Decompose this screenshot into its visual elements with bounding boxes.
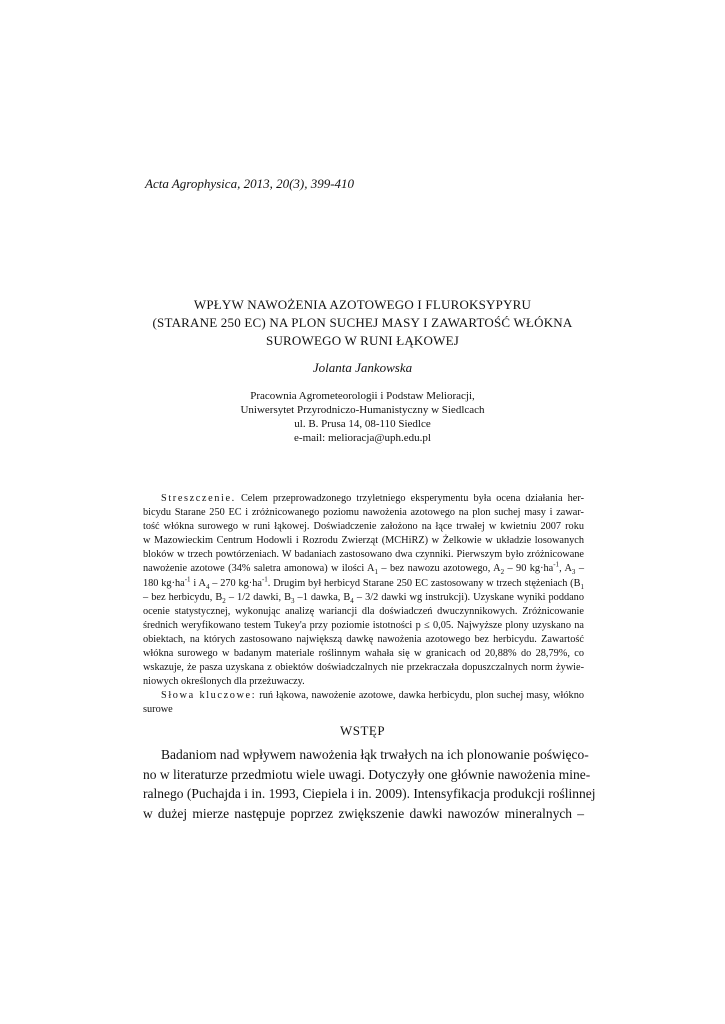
keywords-continuation: surowe (143, 704, 173, 716)
abstract-line: 180 $kg\cdot ha^{-1}$ i $A_4 - 270$ $kg\cdot ha^{-1}$. Drugim był herbicyd Starane 250 EC zastosowany w trzech stężeniach ($B_1$ (143, 575, 584, 591)
abstract-line: niowych określonych dla przeżuwaczy. (143, 676, 305, 688)
title-line: WPŁYW NAWOŻENIA AZOTOWEGO I FLUROKSYPYRU (193, 297, 532, 312)
author-name: Jolanta Jankowska (312, 360, 413, 375)
abstract-line: wskazuje, że pasza uzyskana z obiektów doświadczalnych nie przekraczała dopuszczalnych norm żywie- (143, 662, 584, 674)
body-paragraph (143, 745, 596, 823)
abstract-line: Streszczenie. Celem przeprowadzonego trzyletniego eksperymentu była ocena działania her- (161, 493, 584, 504)
affiliation-line: ul. B. Prusa 14, 08-110 Siedlce (294, 418, 431, 430)
keywords: Słowa kluczowe: ruń łąkowa, nawożenie azotowe, dawka herbicydu, plon suchej masy, włókno (161, 690, 584, 702)
abstract-line: bloków w trzech powtórzeniach. W badaniach zastosowano dwa czynniki. Pierwszym było zróżnicowane (143, 549, 584, 561)
body-line: no w literaturze przedmiotu wiele uwagi. Dotyczyły one głównie nawożenia mine- (143, 766, 591, 782)
section-heading: WSTĘP (339, 723, 386, 738)
affiliation-email: e-mail: melioracja@uph.edu.pl (294, 432, 431, 444)
paper-title (100, 296, 625, 350)
title-line: SUROWEGO W RUNI ŁĄKOWEJ (266, 333, 459, 348)
title-line: (STARANE 250 EC) NA PLON SUCHEJ MASY I ZAWARTOŚĆ WŁÓKNA (152, 315, 573, 330)
abstract-line: – bez herbicydu, $B_2 - 1/2$ dawki, $B_3$ –1 dawka, $B_4 - 3/2$ dawki wg instrukcji). Uzyskane wyniki poddano (143, 591, 584, 605)
abstract-line: ocenie statystycznej, wykonując analizę wariancji dla doświadczeń dwuczynnikowych. Zróżnicowanie (143, 605, 584, 617)
abstract-line: w Mazowieckim Centrum Hodowli i Rozrodu Zwierząt (MCHiRZ) w Żelkowie w układzie losowanych (143, 535, 584, 547)
abstract-label: Streszczenie. (161, 493, 236, 504)
affiliation (100, 389, 625, 445)
abstract-line: tość włókna surowego w runi łąkowej. Doświadczenie założono na łące trwałej w kwietniu 2007 roku (143, 521, 584, 533)
affiliation-line: Uniwersytet Przyrodniczo-Humanistyczny w Siedlcach (240, 404, 485, 416)
abstract-line: średnich weryfikowano testem Tukey'a przy poziomie istotności p ≤ 0,05. Najwyższe plony uzyskano na (143, 619, 584, 631)
journal-citation: Acta Agrophysica, 2013, 20(3), 399-410 (145, 176, 355, 191)
body-line: ralnego (Puchajda i in. 1993, Ciepiela i in. 2009). Intensyfikacja produkcji roślinnej (143, 786, 596, 802)
abstract-line: obiektach, na których zastosowano największą dawkę nawożenia azotowego bez herbicydu. Zawartość (143, 633, 584, 645)
body-line: w dużej mierze następuje poprzez zwiększenie dawki nawozów mineralnych – (143, 805, 584, 821)
body-line: Badaniom nad wpływem nawożenia łąk trwałych na ich plonowanie poświęco- (161, 747, 589, 762)
abstract-line: nawożenie azotowe (34% saletra amonowa) w ilości $A_1$ – bez nawozu azotowego, $A_2 - 90$ $kg\cdot ha^{-1}$, $A_3$ – (143, 561, 584, 577)
abstract (143, 492, 584, 718)
keywords-label: Słowa kluczowe: (161, 690, 257, 702)
abstract-line: włókna surowego w badanym materiale roślinnym wahała się w granicach od 20,88% do 28,79%, co (143, 648, 584, 660)
abstract-line: bicydu Starane 250 EC i zróżnicowanego poziomu nawożenia azotowego na plon suchej masy i zawar- (143, 507, 584, 519)
affiliation-line: Pracownia Agrometeorologii i Podstaw Melioracji, (250, 390, 475, 402)
